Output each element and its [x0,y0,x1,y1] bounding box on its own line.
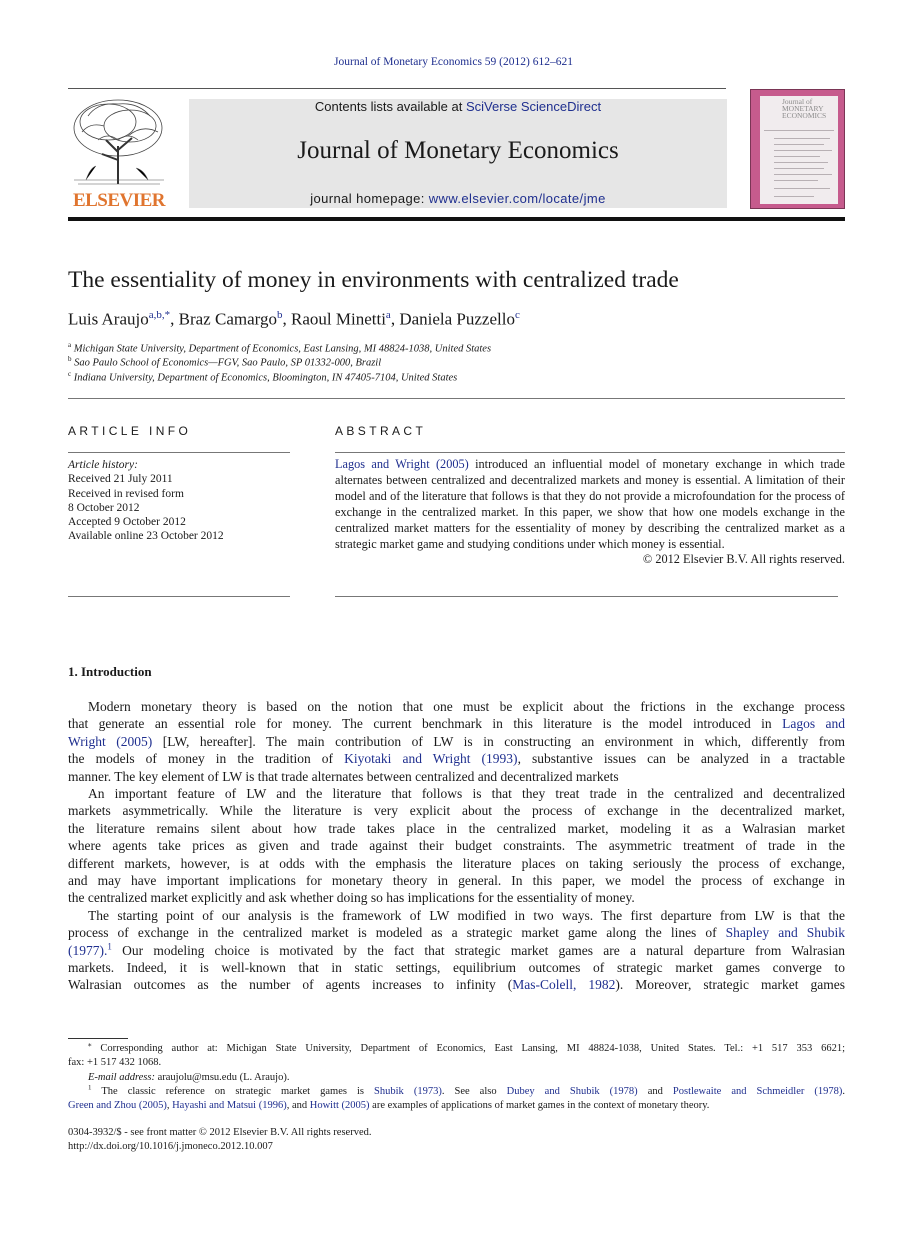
text-run: ). Moreover, strategic market games [615,977,845,993]
history-label: Article history: [68,459,138,471]
text-run: Modern monetary theory is based on the notion that one must be explicit about the frictions in the exchange process [88,699,845,714]
abstract-citation-link[interactable]: Lagos and Wright (2005) [335,457,469,471]
abstract-body [335,457,845,568]
text-run: E-mail address: [88,1071,155,1083]
affiliation-a [68,341,491,355]
issn-line: 0304-3932/$ - see front matter © 2012 Elsevier B.V. All rights reserved. [68,1127,372,1138]
footnote-mark: ⁎ [88,1042,92,1049]
author-name[interactable]: Raoul Minetti [291,309,386,329]
paragraph-line [68,889,845,906]
paragraph-line [68,802,845,819]
paragraph-line [68,837,845,854]
paragraph-line [68,768,845,785]
article-history [68,458,224,544]
citation-link[interactable]: Green and Zhou (2005) [68,1100,167,1112]
journal-banner [189,99,727,208]
citation-link[interactable]: Shapley and Shubik [725,925,845,941]
citation-link[interactable]: Shubik (1973) [374,1085,442,1097]
footnote-mark: 1 [88,1084,92,1092]
affiliation-text: Sao Paulo School of Economics—FGV, Sao Paulo, SP 01332-000, Brazil [74,357,382,369]
text-run: , and [286,1100,310,1112]
author-list [68,309,520,330]
homepage-prefix: journal homepage: [310,191,429,206]
history-item: Available online 23 October 2012 [68,530,224,543]
citation-link[interactable]: Howitt (2005) [309,1100,370,1112]
copyright-row [335,552,845,568]
text-run: and [637,1085,673,1097]
abstract-rule-bottom [335,596,838,597]
text-run: that generate an essential role for money. The current benchmark in this literature is the model introduced in [68,716,783,732]
journal-citation[interactable]: Journal of Monetary Economics 59 (2012) 612–621 [334,56,573,68]
cover-rule [774,180,818,181]
paragraph-line [68,820,845,837]
affiliation-b [68,355,381,369]
contents-line [189,99,727,114]
citation-link[interactable]: Lagos and [782,716,845,732]
footnote-line [68,1071,845,1086]
cover-rule [774,138,830,139]
footnote-line [68,1085,845,1100]
tree-icon [68,96,170,188]
section-heading-introduction: 1. Introduction [68,664,152,679]
homepage-link[interactable]: www.elsevier.com/locate/jme [428,191,606,206]
text-run: , [166,1100,173,1112]
paragraph-line [68,976,845,993]
copyright-notice: © 2012 Elsevier B.V. All rights reserved. [642,552,845,567]
cover-rule [774,174,832,175]
elsevier-wordmark: ELSEVIER [72,190,166,211]
footnote-line [68,1056,845,1071]
footnote-rule [68,1038,128,1039]
text-run: . [842,1085,845,1097]
journal-cover-thumbnail[interactable] [750,89,845,209]
footnote-line [68,1042,845,1057]
author-separator: , [282,309,291,329]
cover-title: Journal of MONETARY ECONOMICS [782,97,827,120]
text-run: the models of money in the tradition of [68,751,345,767]
journal-title: Journal of Monetary Economics [297,137,619,164]
sciencedirect-link[interactable]: SciVerse ScienceDirect [465,99,602,114]
citation-link[interactable]: Hayashi and Matsui (1996) [172,1100,287,1112]
footnote-line [68,1099,845,1114]
header-rule [68,88,726,89]
header-thick-rule [68,217,845,221]
text-run: process of exchange in the centralized market is modeled as a strategic market game along the lines of [68,925,726,941]
author-affiliation-mark[interactable]: c [514,309,520,321]
paragraph-line [68,750,845,767]
text-run: An important feature of LW and the literature that follows is that they treat trade in the centralized and decentralized [88,786,845,801]
text-run: fax: +1 517 432 1068. [68,1057,162,1069]
abstract-rule [335,452,845,453]
affiliation-text: Indiana University, Department of Economics, Bloomington, IN 47405-7104, United States [73,372,458,384]
citation-link[interactable]: (1977). [68,942,108,958]
affiliation-mark: b [68,355,72,363]
text-run: markets. Indeed, it is well-known that in static settings, equilibrium outcomes of strategic market games converge to [68,960,845,975]
history-item: Received 21 July 2011 [68,473,173,486]
cover-page [760,96,838,204]
abstract-text: introduced an influential model of monetary exchange in which trade alternates between centralized and decentralized markets and money is essential. A limitation of their model and of the literature that follows is that they do not provide a microfoundation for the process of exchange in the centralized market. In this paper, we show that how one models exchange in the centralized market matters for the essentiality of money by describing the centralized market as a strategic market game and studying conditions under which money is essential. [335,457,845,551]
text-run: Our modeling choice is motivated by the fact that strategic market games are a natural departure from Walrasian [111,942,845,958]
paragraph-line [68,733,845,750]
text-run: Walrasian outcomes as the number of agents increases to infinity ( [68,977,513,993]
affiliation-text: Michigan State University, Department of Economics, East Lansing, MI 48824-1038, United States [73,343,492,355]
text-run: The starting point of our analysis is the framework of LW modified in two ways. The first departure from LW is that the [88,907,845,923]
author-name[interactable]: Braz Camargo [178,309,277,329]
text-run: , substantive issues can be analyzed in a tractable [517,751,845,767]
history-item: Received in revised form [68,487,184,500]
text-run: the literature remains silent about how trade takes place in the centralized market, modeling it as a Walrasian market [68,820,845,836]
citation-link[interactable]: Postlewaite and Schmeidler (1978) [672,1085,843,1097]
cover-rule [764,130,834,131]
paragraph-line [68,924,845,941]
cover-rule [774,188,830,189]
author-affiliation-mark[interactable]: a [385,309,391,321]
affiliation-mark: c [68,370,72,378]
doi-link[interactable]: http://dx.doi.org/10.1016/j.jmoneco.2012.10.007 [68,1141,273,1152]
author-separator: , [170,309,179,329]
contents-prefix: Contents lists available at [314,99,466,114]
article-info-heading: ARTICLE INFO [68,424,192,438]
paragraph-line [68,872,845,889]
text-run: [LW, hereafter]. The main contribution of LW is in constructing an environment in which, differently from [152,733,845,749]
citation-link[interactable]: Wright (2005) [68,733,153,749]
footnote-mark: 1 [107,941,112,952]
author-affiliation-mark[interactable]: b [277,309,283,321]
paragraph-line [68,855,845,872]
abstract-heading: ABSTRACT [335,424,427,438]
author-name[interactable]: Luis Araujo [68,309,149,329]
affiliation-mark: a [68,341,72,349]
text-run: markets asymmetrically. While the literature is very explicit about the process of exchange in the decentralized market, [68,803,845,819]
paragraph-line [68,907,845,924]
cover-rule [774,162,828,163]
cover-rule [774,156,820,157]
author-affiliation-mark[interactable]: a,b,* [148,309,171,321]
text-run: the centralized market explicitly and ask whether doing so has implications for the essentiality of money. [68,890,635,906]
text-run: . See also [441,1085,507,1097]
citation-link[interactable]: Mas-Colell, 1982 [512,977,616,993]
text-run: araujolu@msu.edu (L. Araujo). [154,1071,290,1083]
cover-rule [774,168,824,169]
text-run: different markets, however, is at odds with the emphasis the literature places on taking seriously the process of exchange, [68,855,845,871]
paragraph-line [68,698,845,715]
text-run: The classic reference on strategic market games is [91,1085,375,1097]
paragraph-line [68,785,845,802]
text-run: manner. The key element of LW is that trade alternates between centralized and decentralized markets [68,768,619,784]
homepage-line [189,191,727,206]
cover-rule [774,150,832,151]
cover-rule [774,144,824,145]
text-run: and may have important implications for monetary theory in general. In this paper, we model the process of exchange in [68,873,845,888]
paragraph-line [68,715,845,732]
title-block-rule [68,398,845,399]
author-name[interactable]: Daniela Puzzello [399,309,515,329]
author-separator: , [390,309,400,329]
elsevier-logo [68,96,170,212]
citation-link[interactable]: Kiyotaki and Wright (1993) [344,751,518,767]
article-info-rule-bottom [68,596,290,597]
history-item: Accepted 9 October 2012 [68,516,186,529]
text-run: Corresponding author at: Michigan State University, Department of Economics, East Lansing, MI 48824-1038, United States. Tel.: +1 517 353 6621; [91,1043,845,1054]
affiliation-c [68,370,457,384]
paragraph-line [68,942,845,959]
cover-rule [774,196,814,197]
article-info-rule [68,452,290,453]
text-run: are examples of applications of market games in the context of monetary theory. [369,1100,710,1112]
article-title: The essentiality of money in environments with centralized trade [68,267,679,293]
history-item: 8 October 2012 [68,501,140,514]
paragraph-line [68,959,845,976]
citation-link[interactable]: Dubey and Shubik (1978) [506,1085,638,1097]
text-run: where agents take prices as given and trade against their budget constraints. The asymmetric treatment of trade in the [68,838,845,854]
